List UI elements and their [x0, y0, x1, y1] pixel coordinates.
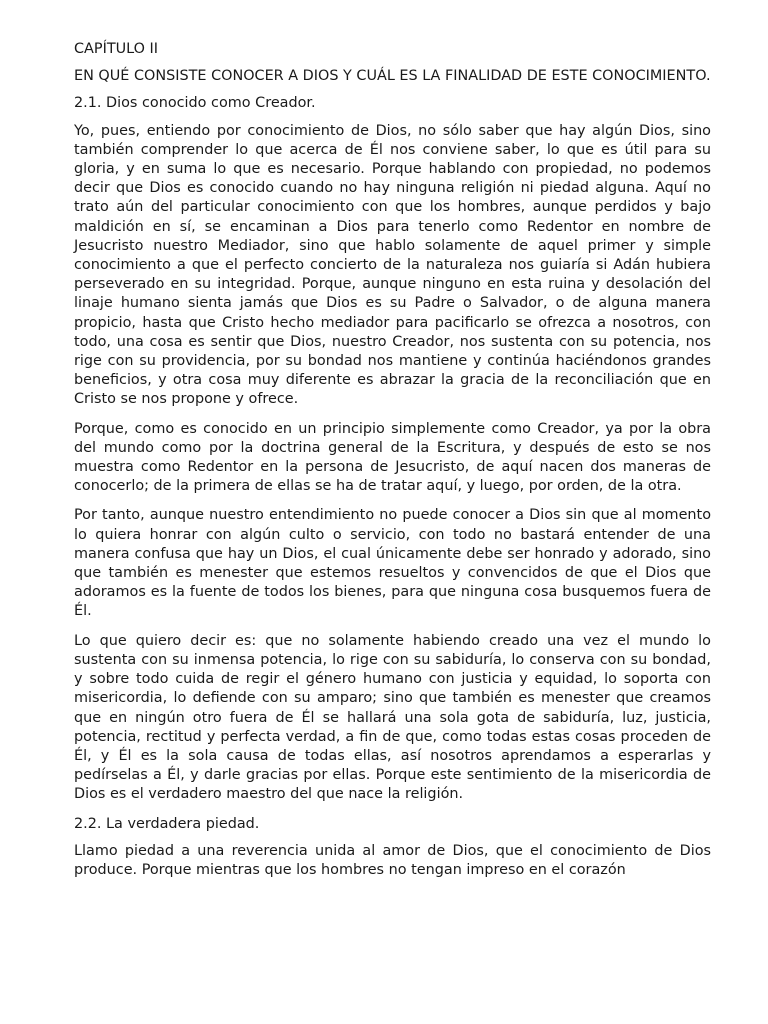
section-heading-2-2: 2.2. La verdadera piedad. — [74, 815, 260, 832]
section-heading-2-1: 2.1. Dios conocido como Creador. — [74, 95, 316, 112]
body-paragraph: Lo que quiero decir es: que no solamente habiendo creado una vez el mundo lo sustenta con su inmensa potencia, lo rige con su sabiduría, lo conserva con su bondad, y sobre todo cuida de regir el género humano con justicia y equidad, lo soporta con misericordia, lo defiende con su amparo; sino que también es menester que creamos que en ningún otro fuera de Él se hallará una sola gota de sabiduría, luz, justicia, potencia, rectitud y perfecta verdad, a fin de que, como todas estas cosas proceden de Él, y Él es la sola causa de todas ellas, así nosotros aprendamos a esperarlas y pedírselas a Él, y darle gracias por ellas. Porque este sentimiento de la misericordia de Dios es el verdadero maestro del que nace la religión. — [74, 632, 711, 803]
body-paragraph: Porque, como es conocido en un principio simplemente como Creador, ya por la obra del mundo como por la doctrina general de la Escritura, y después de esto se nos muestra como Redentor en la persona de Jesucristo, de aquí nacen dos maneras de conocerlo; de la primera de ellas se ha de tratar aquí, y luego, por orden, de la otra. — [74, 420, 711, 495]
body-paragraph: Por tanto, aunque nuestro entendimiento no puede conocer a Dios sin que al momento lo quiera honrar con algún culto o servicio, con todo no bastará entender de una manera confusa que hay un Dios, el cual únicamente debe ser honrado y adorado, sino que también es menester que estemos resueltos y convencidos de que el Dios que adoramos es la fuente de todos los bienes, para que ninguna cosa busquemos fuera de Él. — [74, 507, 711, 620]
document-page — [74, 40, 711, 880]
body-paragraph: Yo, pues, entiendo por conocimiento de Dios, no sólo saber que hay algún Dios, sino también comprender lo que acerca de Él nos conviene saber, lo que es útil para su gloria, y en suma lo que es necesario. Porque hablando con propiedad, no podemos decir que Dios es conocido cuando no hay ninguna religión ni piedad alguna. Aquí no trato aún del particular conocimiento con que los hombres, aunque perdidos y bajo maldición en sí, se encaminan a Dios para tenerlo como Redentor en nombre de Jesucristo nuestro Mediador, sino que hablo solamente de aquel primer y simple conocimiento a que el perfecto concierto de la naturaleza nos guiaría si Adán hubiera perseverado en su integridad. Porque, aunque ninguno en esta ruina y desolación del linaje humano sienta jamás que Dios es su Padre o Salvador, o de alguna manera propicio, hasta que Cristo hecho mediador para pacificarlo se ofrezca a nosotros, con todo, una cosa es sentir que Dios, nuestro Creador, nos sustenta con su potencia, nos rige con su providencia, por su bondad nos mantiene y continúa haciéndonos grandes beneficios, y otra cosa muy diferente es abrazar la gracia de la reconciliación que en Cristo se nos propone y ofrece. — [74, 122, 711, 408]
chapter-title: EN QUÉ CONSISTE CONOCER A DIOS Y CUÁL ES LA FINALIDAD DE ESTE CONOCIMIENTO. — [74, 68, 711, 85]
chapter-label: CAPÍTULO II — [74, 41, 159, 57]
body-paragraph-truncated: Llamo piedad a una reverencia unida al amor de Dios, que el conocimiento de Dios produce. Porque mientras que los hombres no tengan impreso en el corazón — [74, 842, 711, 878]
